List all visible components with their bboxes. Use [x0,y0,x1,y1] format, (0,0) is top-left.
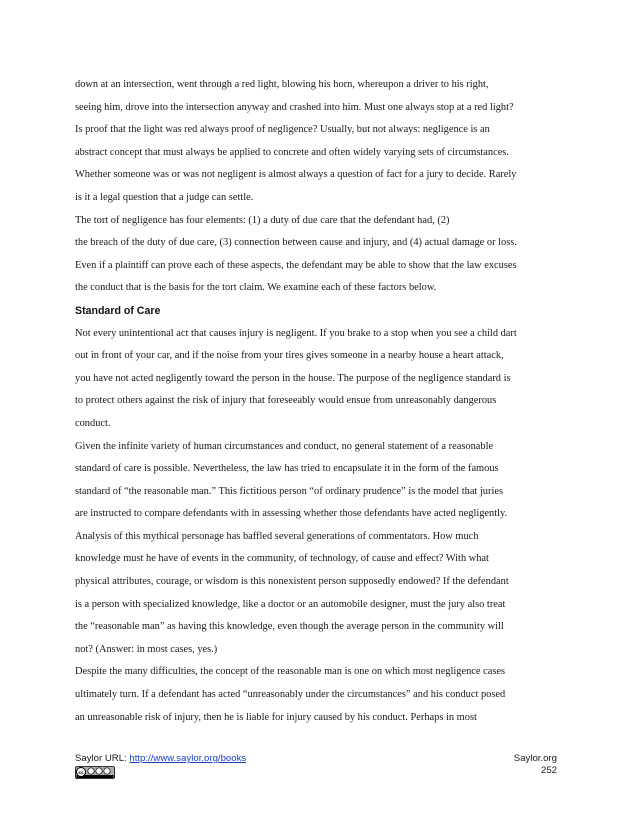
text-line: is a person with specialized knowledge, like a doctor or an automobile designer, must the jury also treat [75,598,506,610]
body-text [75,74,557,729]
text-line: standard of “the reasonable man.” This fictitious person “of ordinary prudence” is the model that juries [75,485,503,497]
text-line: not? (Answer: in most cases, yes.) [75,643,218,655]
footer-url-link[interactable]: http://www.saylor.org/books [129,753,247,764]
text-line: Given the infinite variety of human circumstances and conduct, no general statement of a reasonable [75,440,494,452]
section-body [75,323,557,730]
text-line: Analysis of this mythical personage has baffled several generations of commentators. How much [75,530,479,542]
text-line: Whether someone was or was not negligent is almost always a question of fact for a jury to decide. Rarely [75,169,517,181]
page-number: 252 [540,765,557,776]
text-line: you have not acted negligently toward the person in the house. The purpose of the negligence standard is [75,372,511,384]
footer-site-info [514,753,557,777]
cc-license-icon [75,766,115,779]
text-line: are instructed to compare defendants with in assessing whether those defendants have acted negligently. [75,508,508,520]
text-line: physical attributes, courage, or wisdom is this nonexistent person supposedly endowed? If the defendant [75,576,509,588]
section-heading: Standard of Care [75,304,161,317]
footer-url-label: Saylor URL: [75,753,130,764]
text-line: is it a legal question that a judge can settle. [75,191,254,203]
text-line: the “reasonable man” as having this knowledge, even though the average person in the community will [75,621,504,633]
intro-paragraph [75,74,557,300]
footer-source [75,753,246,764]
svg-text:cc: cc [78,770,84,776]
text-line: to protect others against the risk of injury that foreseeably would ensue from unreasonably dangerous [75,395,497,407]
text-line: conduct. [75,417,111,429]
text-line: ultimately turn. If a defendant has acted “unreasonably under the circumstances” and his conduct posed [75,689,506,701]
text-line: standard of care is possible. Nevertheless, the law has tried to encapsulate it in the form of the famous [75,463,499,475]
footer-site: Saylor.org [513,753,557,764]
text-line: down at an intersection, went through a red light, blowing his horn, whereupon a driver to his right, [75,79,489,90]
text-line: the conduct that is the basis for the tort claim. We examine each of these factors below. [75,282,437,294]
text-line: out in front of your car, and if the noise from your tires gives someone in a nearby house a heart attack, [75,350,504,362]
text-line: abstract concept that must always be applied to concrete and often widely varying sets of circumstances. [75,146,509,158]
text-line: seeing him, drove into the intersection anyway and crashed into him. Must one always stop at a red light? [75,101,514,113]
text-line: Is proof that the light was red always proof of negligence? Usually, but not always: negligence is an [75,124,490,136]
text-line: an unreasonable risk of injury, then he is liable for injury caused by his conduct. Perhaps in most [75,711,477,723]
text-line: The tort of negligence has four elements: (1) a duty of due care that the defendant had, (2) [75,214,450,226]
text-line: Despite the many difficulties, the concept of the reasonable man is one on which most negligence cases [75,666,506,678]
text-line: knowledge must he have of events in the community, of technology, of cause and effect? With what [75,553,489,565]
text-line: Not every unintentional act that causes injury is negligent. If you brake to a stop when you see a child dart [75,327,517,339]
text-line: the breach of the duty of due care, (3) connection between cause and injury, and (4) actual damage or loss. [75,237,517,249]
text-line: Even if a plaintiff can prove each of these aspects, the defendant may be able to show that the law excuses [75,259,517,271]
